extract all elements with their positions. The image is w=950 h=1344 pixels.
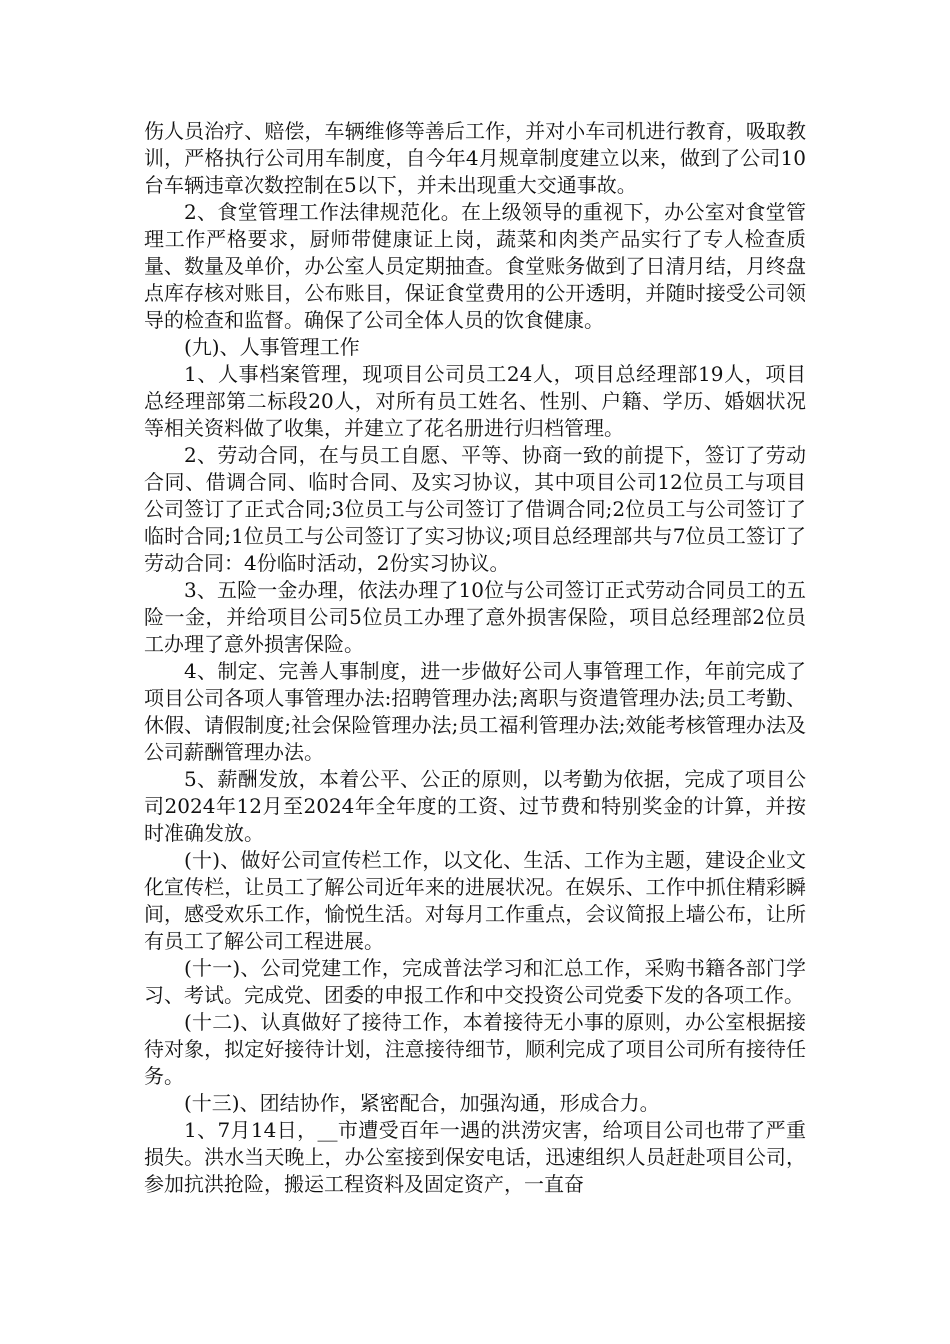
- paragraph-vehicle-management-continued: 伤人员治疗、赔偿，车辆维修等善后工作，并对小车司机进行教育，吸取教训，严格执行公司用车制度，自今年4月规章制度建立以来，做到了公司10台车辆违章次数控制在5以下，并未出现重大交通事故。: [144, 119, 806, 197]
- paragraph-party-building: (十一)、公司党建工作，完成普法学习和汇总工作，采购书籍各部门学习、考试。完成党、团委的申报工作和中交投资公司党委下发的各项工作。: [144, 956, 806, 1007]
- paragraph-labor-contracts: 2、劳动合同，在与员工自愿、平等、协商一致的前提下，签订了劳动合同、借调合同、临时合同、及实习协议，其中项目公司12位员工与项目公司签订了正式合同;3位员工与公司签订了借调合同;2位员工与公司签订了临时合同;1位员工与公司签订了实习协议;项目总经理部共与7位员工签订了劳动合同：4份临时活动，2份实习协议。: [144, 443, 806, 575]
- paragraph-personnel-files: 1、人事档案管理，现项目公司员工24人，项目总经理部19人，项目总经理部第二标段20人，对所有员工姓名、性别、户籍、学历、婚姻状况等相关资料做了收集，并建立了花名册进行归档管理。: [144, 362, 806, 440]
- paragraph-salary-payment: 5、薪酬发放，本着公平、公正的原则，以考勤为依据，完成了项目公司2024年12月至2024年全年度的工资、过节费和特别奖金的计算，并按时准确发放。: [144, 767, 806, 845]
- paragraph-canteen-management: 2、食堂管理工作法律规范化。在上级领导的重视下，办公室对食堂管理工作严格要求，厨师带健康证上岗，蔬菜和肉类产品实行了专人检查质量、数量及单价，办公室人员定期抽查。食堂账务做到了日清月结，月终盘点库存核对账目，公布账目，保证食堂费用的公开透明，并随时接受公司领导的检查和监督。确保了公司全体人员的饮食健康。: [144, 200, 806, 332]
- paragraph-personnel-rules: 4、制定、完善人事制度，进一步做好公司人事管理工作，年前完成了项目公司各项人事管理办法:招聘管理办法;离职与资遣管理办法;员工考勤、休假、请假制度;社会保险管理办法;员工福利管理办法;效能考核管理办法及公司薪酬管理办法。: [144, 659, 806, 764]
- paragraph-flood-response: 1、7月14日，__市遭受百年一遇的洪涝灾害，给项目公司也带了严重损失。洪水当天晚上，办公室接到保安电话，迅速组织人员赶赴项目公司，参加抗洪抢险，搬运工程资料及固定资产，一直奋: [144, 1118, 806, 1196]
- section-heading-teamwork: (十三)、团结协作，紧密配合，加强沟通，形成合力。: [184, 1091, 660, 1115]
- section-heading-personnel-management: (九)、人事管理工作: [184, 335, 360, 359]
- document-page: [144, 118, 806, 1198]
- paragraph-reception-work: (十二)、认真做好了接待工作，本着接待无小事的原则，办公室根据接待对象，拟定好接待计划，注意接待细节，顺利完成了项目公司所有接待任务。: [144, 1010, 806, 1088]
- paragraph-bulletin-board: (十)、做好公司宣传栏工作，以文化、生活、工作为主题，建设企业文化宣传栏，让员工了解公司近年来的进展状况。在娱乐、工作中抓住精彩瞬间，感受欢乐工作，愉悦生活。对每月工作重点，会议简报上墙公布，让所有员工了解公司工程进展。: [144, 848, 806, 953]
- paragraph-social-insurance: 3、五险一金办理，依法办理了10位与公司签订正式劳动合同员工的五险一金，并给项目公司5位员工办理了意外损害保险，项目总经理部2位员工办理了意外损害保险。: [144, 578, 806, 656]
